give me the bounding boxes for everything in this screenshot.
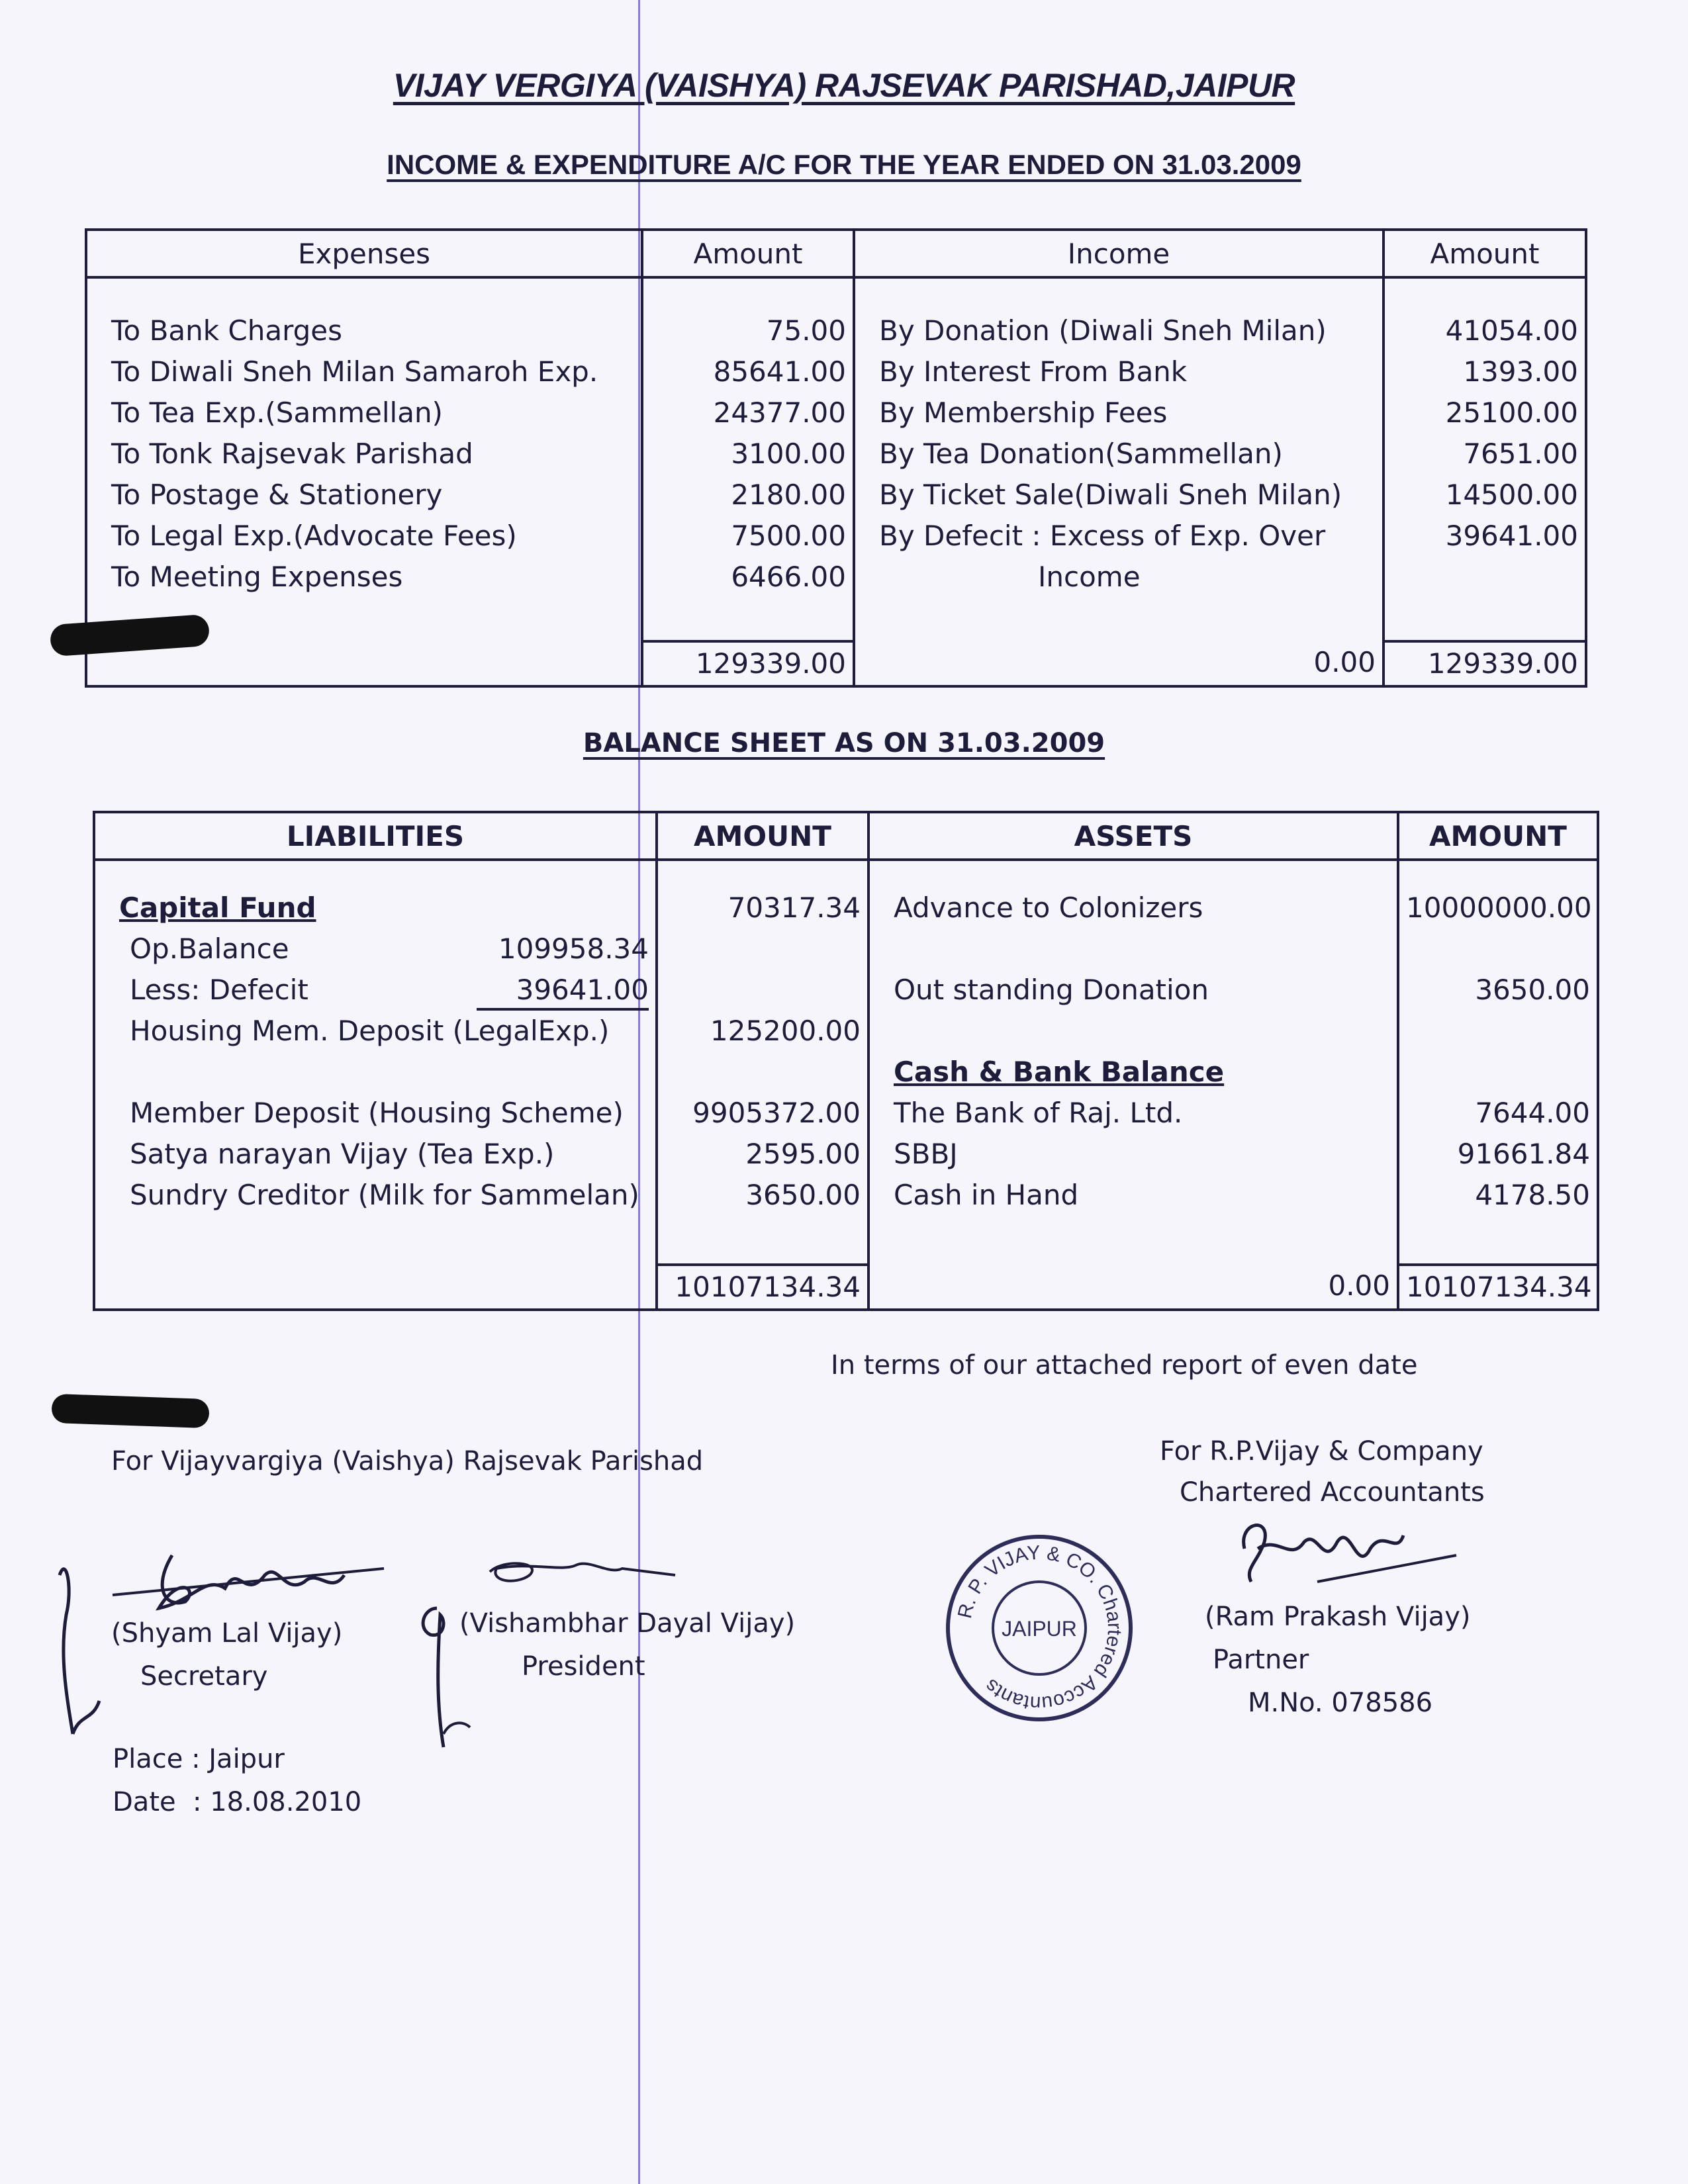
expense-label: To Bank Charges	[111, 314, 343, 347]
secretary-name: (Shyam Lal Vijay)	[111, 1618, 343, 1649]
assets-amounts	[1398, 860, 1598, 1265]
op-balance-label: Op.Balance	[130, 933, 289, 965]
asset-label: Out standing Donation	[894, 974, 1209, 1006]
assets-list	[868, 860, 1398, 1265]
less-defecit-label: Less: Defecit	[130, 974, 308, 1006]
total-assets: 10107134.34	[1398, 1265, 1598, 1310]
less-defecit-value: 39641.00	[477, 970, 649, 1011]
expenses-header: Expenses	[86, 230, 642, 277]
expenses-list	[86, 277, 642, 641]
for-firm: For R.P.Vijay & Company	[1160, 1436, 1483, 1467]
firm-type: Chartered Accountants	[1180, 1477, 1485, 1508]
report-note: In terms of our attached report of even date	[831, 1350, 1418, 1381]
bank-item-amount: 4178.50	[1475, 1179, 1590, 1211]
bank-item-label: SBBJ	[894, 1138, 958, 1170]
total-expenses: 129339.00	[642, 641, 854, 686]
assets-column-total: 0.00	[868, 1265, 1398, 1310]
income-label: By Ticket Sale(Diwali Sneh Milan)	[879, 478, 1342, 511]
president-title: President	[522, 1651, 645, 1682]
balance-sheet-title: BALANCE SHEET AS ON 31.03.2009	[583, 728, 1105, 758]
amount-header-1: AMOUNT	[657, 812, 868, 860]
op-balance-row	[119, 929, 649, 970]
secretary-title: Secretary	[140, 1661, 268, 1692]
expense-label: To Diwali Sneh Milan Samaroh Exp.	[111, 355, 598, 388]
op-balance-value: 109958.34	[498, 933, 649, 965]
organization-title: VIJAY VERGIYA (VAISHYA) RAJSEVAK PARISHAD,JAIPUR	[393, 67, 1295, 104]
income-amount: 25100.00	[1445, 396, 1578, 429]
expense-amount: 2180.00	[731, 478, 846, 511]
asset-amount: 10000000.00	[1406, 891, 1592, 924]
stamp-ring-text: R. P. VIJAY & CO. Chartered Accountants	[953, 1541, 1126, 1715]
income-label: By Membership Fees	[879, 396, 1168, 429]
expense-amount: 6466.00	[731, 561, 846, 593]
liability-label: Member Deposit (Housing Scheme)	[130, 1097, 624, 1129]
expense-label: To Legal Exp.(Advocate Fees)	[111, 520, 517, 552]
expense-amount: 85641.00	[713, 355, 846, 388]
capital-fund-heading: Capital Fund	[119, 891, 316, 924]
income-amount: 14500.00	[1445, 478, 1578, 511]
total-liabilities: 10107134.34	[657, 1265, 868, 1310]
liabilities-list	[94, 860, 657, 1265]
bank-item-amount: 91661.84	[1457, 1138, 1590, 1170]
amount-header-2: Amount	[1383, 230, 1586, 277]
capital-fund-amount: 70317.34	[727, 891, 861, 924]
income-amount: 41054.00	[1445, 314, 1578, 347]
expense-label: To Tea Exp.(Sammellan)	[111, 396, 443, 429]
less-defecit-row	[119, 970, 649, 1011]
partner-name: (Ram Prakash Vijay)	[1205, 1602, 1471, 1632]
place: Place : Jaipur	[113, 1744, 285, 1774]
firm-stamp	[940, 1529, 1139, 1727]
income-amount: 1393.00	[1463, 355, 1578, 388]
total-income: 129339.00	[1383, 641, 1586, 686]
amount-header-1: Amount	[642, 230, 854, 277]
bank-item-label: Cash in Hand	[894, 1179, 1079, 1211]
bank-item-amount: 7644.00	[1475, 1097, 1590, 1129]
membership-number: M.No. 078586	[1248, 1688, 1433, 1718]
liability-amount: 3650.00	[745, 1179, 861, 1211]
date: Date : 18.08.2010	[113, 1787, 362, 1817]
president-signature	[410, 1535, 688, 1754]
expenses-amounts	[642, 277, 854, 641]
expense-label: To Meeting Expenses	[111, 561, 403, 593]
income-amounts	[1383, 277, 1586, 641]
expense-amount: 24377.00	[713, 396, 846, 429]
bank-item-label: The Bank of Raj. Ltd.	[894, 1097, 1183, 1129]
ink-redaction-mark	[51, 1394, 209, 1428]
income-amount: 7651.00	[1463, 437, 1578, 470]
income-column-total: 0.00	[854, 641, 1383, 686]
partner-signature	[1218, 1509, 1483, 1602]
liability-label: Sundry Creditor (Milk for Sammelan)	[130, 1179, 639, 1211]
president-name: (Vishambhar Dayal Vijay)	[459, 1608, 796, 1639]
income-header: Income	[854, 230, 1383, 277]
expense-amount: 7500.00	[731, 520, 846, 552]
liabilities-header: LIABILITIES	[94, 812, 657, 860]
liability-label: Satya narayan Vijay (Tea Exp.)	[130, 1138, 555, 1170]
liability-amount: 9905372.00	[692, 1097, 861, 1129]
income-list	[854, 277, 1383, 641]
asset-label: Advance to Colonizers	[894, 891, 1203, 924]
expense-amount: 3100.00	[731, 437, 846, 470]
expense-label: To Tonk Rajsevak Parishad	[111, 437, 473, 470]
asset-amount: 3650.00	[1475, 974, 1590, 1006]
expense-label: To Postage & Stationery	[111, 478, 443, 511]
partner-title: Partner	[1213, 1645, 1309, 1675]
assets-header: ASSETS	[868, 812, 1398, 860]
liability-amount: 125200.00	[710, 1015, 861, 1047]
income-label: By Tea Donation(Sammellan)	[879, 437, 1283, 470]
liability-label: Housing Mem. Deposit (LegalExp.)	[130, 1015, 610, 1047]
amount-header-2: AMOUNT	[1398, 812, 1598, 860]
income-amount: 39641.00	[1445, 520, 1578, 552]
income-label: By Interest From Bank	[879, 355, 1188, 388]
income-label: By Donation (Diwali Sneh Milan)	[879, 314, 1327, 347]
liabilities-amounts	[657, 860, 868, 1265]
income-expenditure-table	[85, 228, 1587, 688]
expense-amount: 75.00	[766, 314, 846, 347]
liability-amount: 2595.00	[745, 1138, 861, 1170]
balance-sheet-table	[93, 811, 1599, 1311]
income-expenditure-title: INCOME & EXPENDITURE A/C FOR THE YEAR ENDED ON 31.03.2009	[387, 149, 1301, 180]
stamp-center-text: JAIPUR	[1002, 1617, 1077, 1641]
for-organization: For Vijayvargiya (Vaishya) Rajsevak Parishad	[111, 1446, 704, 1477]
income-label: By Defecit : Excess of Exp. Over	[879, 520, 1326, 552]
cash-bank-heading: Cash & Bank Balance	[894, 1056, 1225, 1088]
income-label: Income	[1038, 561, 1141, 593]
